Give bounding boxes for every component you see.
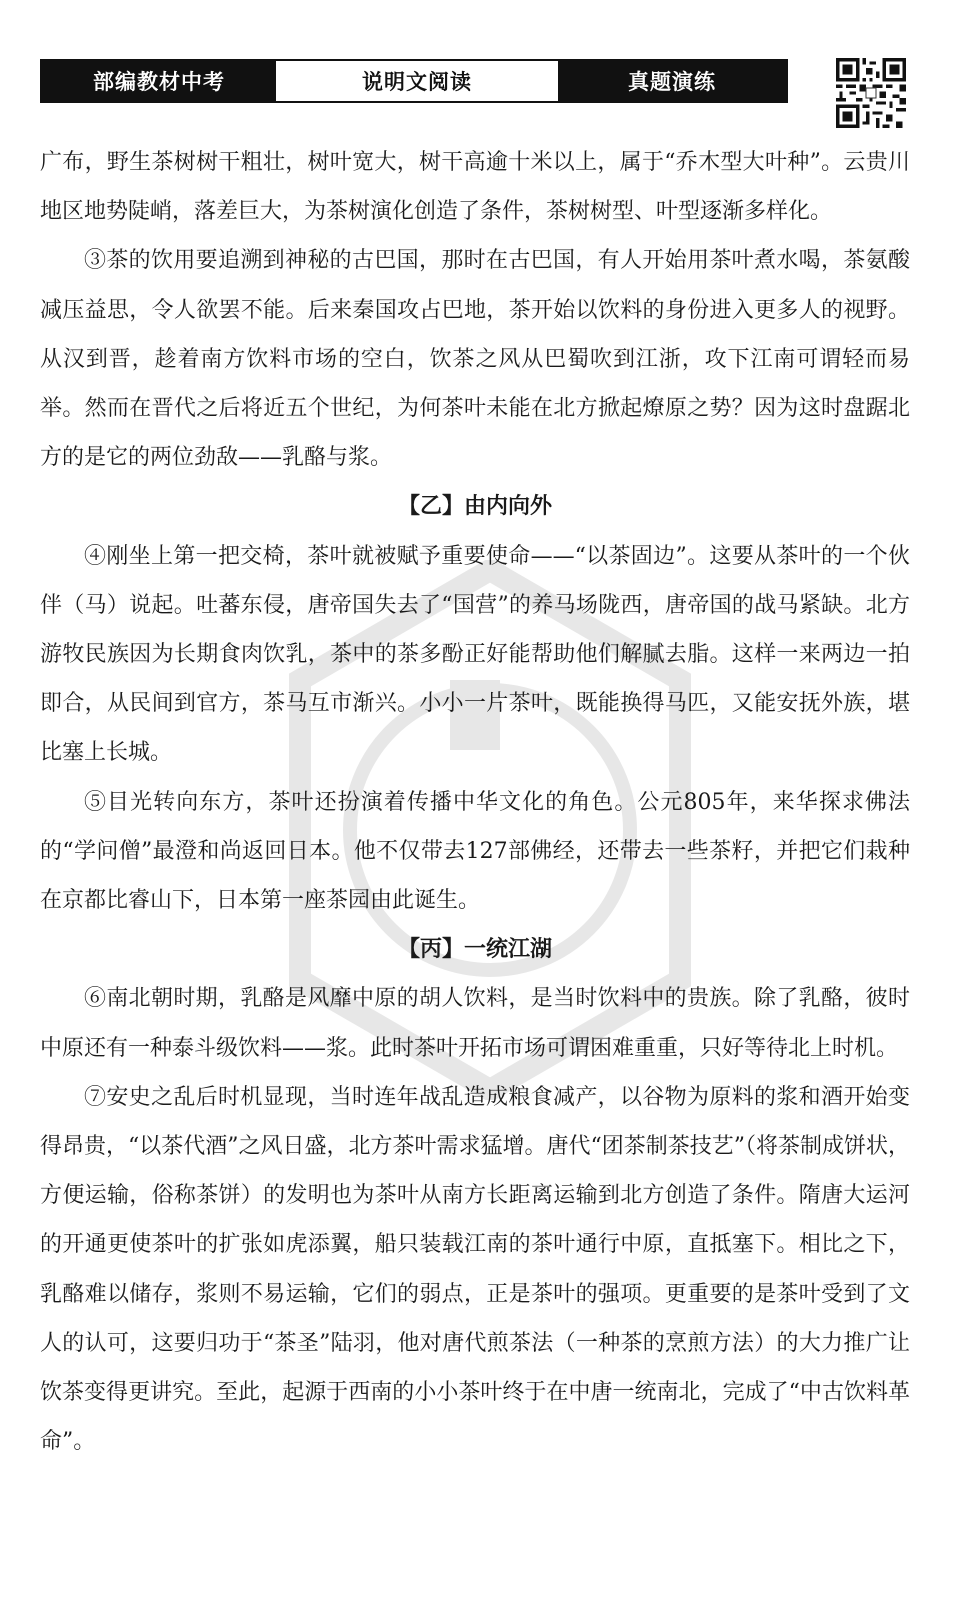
paragraph-3: ③茶的饮用要追溯到神秘的古巴国，那时在古巴国，有人开始用茶叶煮水喝，茶氨酸减压益思，令人欲罢不能。后来秦国攻占巴地，茶开始以饮料的身份进入更多人的视野。从汉到晋，趁着南方饮料市场的空白，饮茶之风从巴蜀吹到江浙，攻下江南可谓轻而易举。然而在晋代之后将近五个世纪，为何茶叶未能在北方掀起燎原之势？因为这时盘踞北方的是它的两位劲敌——乳酪与浆。: [40, 248, 910, 471]
header-right-label: 真题演练: [558, 61, 786, 101]
header-center-label: 说明文阅读: [276, 61, 558, 101]
article-body: [40, 138, 910, 1466]
qr-code-icon[interactable]: [836, 58, 906, 128]
header-left-label: 部编教材中考: [42, 61, 276, 101]
paragraph-5: ⑤目光转向东方，茶叶还扮演着传播中华文化的角色。公元805年，来华探求佛法的“学问僧”最澄和尚返回日本。他不仅带去127部佛经，还带去一些茶籽，并把它们栽种在京都比睿山下，日本第一座茶园由此诞生。: [40, 789, 910, 914]
paragraph-6: ⑥南北朝时期，乳酪是风靡中原的胡人饮料，是当时饮料中的贵族。除了乳酪，彼时中原还有一种泰斗级饮料——浆。此时茶叶开拓市场可谓困难重重，只好等待北上时机。: [40, 986, 910, 1061]
paragraph-7: ⑦安史之乱后时机显现，当时连年战乱造成粮食减产，以谷物为原料的浆和酒开始变得昂贵，“以茶代酒”之风日盛，北方茶叶需求猛增。唐代“团茶制茶技艺”（将茶制成饼状，方便运输，俗称茶饼）的发明也为茶叶从南方长距离运输到北方创造了条件。隋唐大运河的开通更使茶叶的扩张如虎添翼，船只装载江南的茶叶通行中原，直抵塞下。相比之下，乳酪难以储存，浆则不易运输，它们的弱点，正是茶叶的强项。更重要的是茶叶受到了文人的认可，这要归功于“茶圣”陆羽，他对唐代煎茶法（一种茶的烹煎方法）的大力推广让饮茶变得更讲究。至此，起源于西南的小小茶叶终于在中唐一统南北，完成了“中古饮料革命”。: [40, 1084, 910, 1455]
section-heading-yi: 【乙】由内向外: [397, 494, 552, 520]
section-header: [40, 59, 788, 103]
section-heading-bing: 【丙】一统江湖: [397, 937, 552, 963]
paragraph-continued: 广布，野生茶树树干粗壮，树叶宽大，树干高逾十米以上，属于“乔木型大叶种”。云贵川地区地势陡峭，落差巨大，为茶树演化创造了条件，茶树树型、叶型逐渐多样化。: [40, 150, 910, 225]
paragraph-4: ④刚坐上第一把交椅，茶叶就被赋予重要使命——“以茶固边”。这要从茶叶的一个伙伴（马）说起。吐蕃东侵，唐帝国失去了“国营”的养马场陇西，唐帝国的战马紧缺。北方游牧民族因为长期食肉饮乳，茶中的茶多酚正好能帮助他们解腻去脂。这样一来两边一拍即合，从民间到官方，茶马互市渐兴。小小一片茶叶，既能换得马匹，又能安抚外族，堪比塞上长城。: [40, 543, 910, 766]
